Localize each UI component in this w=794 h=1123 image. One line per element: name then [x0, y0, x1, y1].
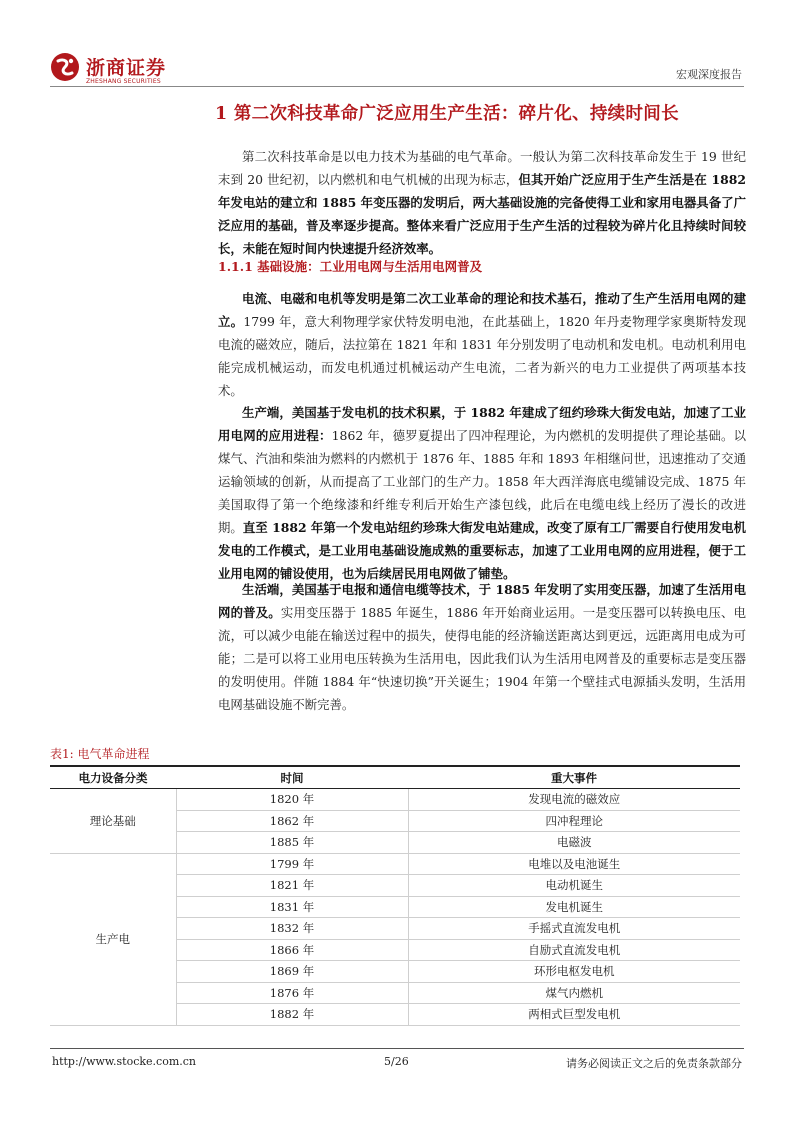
- table-row: [50, 789, 740, 811]
- p3-text: 实用变压器于 1885 年诞生，1886 年开始商业运用。一是变压器可以转换电压、电流，可以减少电能在输送过程中的损失，使得电能的经济输送距离达到更远，远距离用电成为可能；二是可以将工业用电压转换为生活用电，因此我们认为生活用电网普及的重要标志是变压器的发明使用。伴随 1884 年“快速切换”开关诞生；1904 年第一个壁挂式电源插头发明，生活用电网基础设施不断完善。: [218, 605, 747, 712]
- event-cell: 自励式直流发电机: [408, 939, 740, 961]
- footer-divider: [50, 1048, 744, 1049]
- table-caption: 表1: 电气革命进程: [50, 747, 150, 761]
- p1-bold-text: 电流、电磁和电机等发明是第二次工业革命的理论和技术基石，推动了生产生活用电网的建立。: [218, 291, 746, 329]
- p2-bold-text: 生产端，美国基于发电机的技术积累，于 1882 年建成了纽约珍珠大街发电站，加速了工业用电网的应用进程：: [218, 405, 746, 443]
- paragraph-1: [218, 287, 746, 402]
- page-header: [0, 0, 794, 96]
- header-divider: [50, 86, 744, 87]
- subsection-heading: 1.1.1 基础设施：工业用电网与生活用电网普及: [218, 259, 483, 274]
- time-cell: 1862 年: [176, 810, 408, 832]
- footer-website-link[interactable]: http://www.stocke.com.cn: [52, 1055, 196, 1068]
- time-cell: 1832 年: [176, 918, 408, 940]
- report-type-label: 宏观深度报告: [676, 68, 742, 81]
- time-cell: 1799 年: [176, 853, 408, 875]
- intro-bold-text: 但其开始广泛应用于生产生活是在 1882 年发电站的建立和 1885 年变压器的发明后，两大基础设施的完备使得工业和家用电器具备了广泛应用的基础，普及率逐步提高。整体来看广泛应用于生产生活的过程较为碎片化且持续时间较长，未能在短时间内快速提升经济效率。: [218, 172, 746, 256]
- time-cell: 1831 年: [176, 896, 408, 918]
- event-cell: 四冲程理论: [408, 810, 740, 832]
- time-cell: 1866 年: [176, 939, 408, 961]
- disclaimer-note: 请务必阅读正文之后的免责条款部分: [566, 1057, 742, 1070]
- event-cell: 手摇式直流发电机: [408, 918, 740, 940]
- event-cell: 电磁波: [408, 832, 740, 854]
- intro-paragraph: [218, 145, 746, 260]
- zheshang-logo-icon: [50, 52, 80, 82]
- p2-text: 1862 年，德罗夏提出了四冲程理论，为内燃机的发明提供了理论基础。以煤气、汽油和柴油为燃料的内燃机于 1876 年、1885 年和 1893 年相继问世，迅速推动了交通运输领域的创新，从而提高了工业部门的生产力。1858 年大西洋海底电缆铺设完成、1875 年美国取得了第一个绝缘漆和纤维专利后开始生产漆包线，此后在电缆电线上经历了漫长的改进期。: [218, 428, 747, 535]
- event-cell: 电动机诞生: [408, 875, 740, 897]
- table-header-row: [50, 766, 740, 789]
- time-cell: 1882 年: [176, 1004, 408, 1026]
- section-title: 1 第二次科技革命广泛应用生产生活：碎片化、持续时间长: [215, 104, 679, 124]
- event-cell: 发电机诞生: [408, 896, 740, 918]
- table-row: [50, 853, 740, 875]
- page-number: 5/26: [384, 1055, 409, 1068]
- event-cell: 发现电流的磁效应: [408, 789, 740, 811]
- time-cell: 1820 年: [176, 789, 408, 811]
- company-logo: [50, 50, 170, 90]
- paragraph-3: [218, 578, 746, 716]
- event-cell: 环形电枢发电机: [408, 961, 740, 983]
- p3-bold-text: 生活端，美国基于电报和通信电缆等技术，于 1885 年发明了实用变压器，加速了生活用电网的普及。: [218, 582, 746, 620]
- category-cell: 生产电: [50, 853, 176, 1025]
- logo-text-en: ZHESHANG SECURITIES: [86, 78, 161, 85]
- header-category: 电力设备分类: [50, 766, 176, 789]
- time-cell: 1821 年: [176, 875, 408, 897]
- event-cell: 煤气内燃机: [408, 982, 740, 1004]
- electric-revolution-table: [50, 765, 740, 1026]
- logo-text-cn: 浙商证券: [86, 57, 167, 79]
- time-cell: 1869 年: [176, 961, 408, 983]
- header-event: 重大事件: [408, 766, 740, 789]
- event-cell: 两相式巨型发电机: [408, 1004, 740, 1026]
- event-cell: 电堆以及电池诞生: [408, 853, 740, 875]
- header-time: 时间: [176, 766, 408, 789]
- time-cell: 1876 年: [176, 982, 408, 1004]
- time-cell: 1885 年: [176, 832, 408, 854]
- p2-bold-text-2: 直至 1882 年第一个发电站纽约珍珠大街发电站建成，改变了原有工厂需要自行使用发电机发电的工作模式，是工业用电基础设施成熟的重要标志，加速了工业用电网的应用进程，便于工业用电网的铺设使用，也为后续居民用电网做了铺垫。: [218, 520, 746, 581]
- category-cell: 理论基础: [50, 789, 176, 854]
- paragraph-2: [218, 401, 746, 585]
- p1-text: 1799 年，意大利物理学家伏特发明电池，在此基础上，1820 年丹麦物理学家奥斯特发现电流的磁效应，随后，法拉第在 1821 年和 1831 年分别发明了电动机和发电机。电动机利用电能完成机械运动，而发电机通过机械运动产生电流，二者为新兴的电力工业提供了两项基本技术。: [218, 314, 746, 398]
- intro-text: 第二次科技革命是以电力技术为基础的电气革命。一般认为第二次科技革命发生于 19 世纪末到 20 世纪初，以内燃机和电气机械的出现为标志，: [218, 149, 746, 187]
